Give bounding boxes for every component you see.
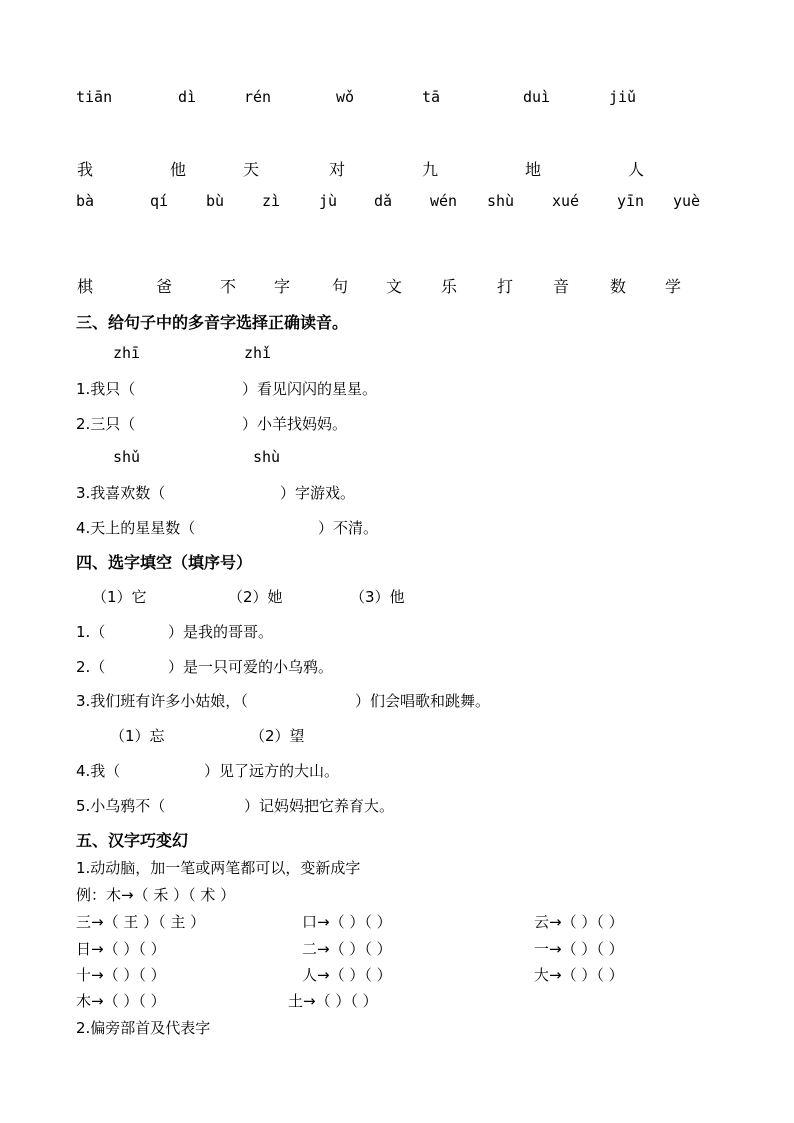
hanzi-item: 地 xyxy=(525,160,542,179)
pinyin-item: xué xyxy=(552,192,580,210)
sub-question-2: 2.偏旁部首及代表字 xyxy=(76,1019,211,1037)
choice-option: （2）她 xyxy=(228,588,283,606)
question-suffix: ）看见闪闪的星星。 xyxy=(242,380,378,398)
question-prefix: 4.我（ xyxy=(76,762,121,780)
hanzi-item: 爸 xyxy=(156,277,173,296)
hanzi-item: 他 xyxy=(170,160,187,179)
choice-option: （1）它 xyxy=(92,588,147,606)
hanzi-item: 文 xyxy=(386,277,403,296)
pinyin-item: zì xyxy=(262,192,281,210)
pinyin-wo: wǒ xyxy=(336,88,355,106)
question-prefix: 4.天上的星星数（ xyxy=(76,519,196,537)
choice-option: （2）望 xyxy=(250,727,305,745)
question-prefix: 5.小乌鸦不（ xyxy=(76,797,166,815)
question-prefix: 2.（ xyxy=(76,658,106,676)
question-suffix: ）是一只可爱的小乌鸦。 xyxy=(168,658,334,676)
section-3-title: 三、给句子中的多音字选择正确读音。 xyxy=(76,313,349,332)
question-suffix: ）不清。 xyxy=(318,519,379,537)
hanzi-item: 句 xyxy=(332,277,349,296)
hanzi-item: 棋 xyxy=(77,277,94,296)
question-prefix: 1.我只（ xyxy=(76,380,136,398)
pinyin-ta: tā xyxy=(422,88,441,106)
question-prefix: 3.我们班有许多小姑娘，（ xyxy=(76,692,248,710)
hanzi-item: 人 xyxy=(628,160,645,179)
question-suffix: ）见了远方的大山。 xyxy=(204,762,340,780)
hanzi-item: 学 xyxy=(665,277,682,296)
pinyin-tian: tiān xyxy=(76,88,113,106)
pinyin-item: wén xyxy=(430,192,458,210)
grid-cell: 木→（ ）（ ） xyxy=(76,992,166,1010)
hanzi-item: 对 xyxy=(329,160,346,179)
question-suffix: ）记妈妈把它养育大。 xyxy=(244,797,395,815)
question-suffix: ）是我的哥哥。 xyxy=(168,623,274,641)
question-suffix: ）们会唱歌和跳舞。 xyxy=(355,692,491,710)
pinyin-item: jù xyxy=(319,192,338,210)
grid-cell: 人→（ ）（ ） xyxy=(302,966,392,984)
example-line: 例：木→（ 禾 ）（ 术 ） xyxy=(76,886,236,904)
pinyin-item: bà xyxy=(76,192,95,210)
hanzi-item: 音 xyxy=(553,277,570,296)
question-prefix: 2.三只（ xyxy=(76,415,136,433)
sub-question-1: 1.动动脑，加一笔或两笔都可以，变新成字 xyxy=(76,859,361,877)
choice-option: （3）他 xyxy=(350,588,405,606)
hanzi-item: 乐 xyxy=(441,277,458,296)
pinyin-jiu: jiǔ xyxy=(609,88,637,106)
hanzi-item: 不 xyxy=(220,277,237,296)
question-prefix: 3.我喜欢数（ xyxy=(76,484,166,502)
grid-cell: 口→（ ）（ ） xyxy=(302,913,392,931)
hanzi-item: 字 xyxy=(274,277,291,296)
pinyin-item: yuè xyxy=(673,192,701,210)
pinyin-ren: rén xyxy=(244,88,272,106)
pinyin-item: bù xyxy=(206,192,225,210)
pinyin-item: yīn xyxy=(617,192,645,210)
hanzi-item: 九 xyxy=(422,160,439,179)
grid-cell: 土→（ ）（ ） xyxy=(288,992,378,1010)
grid-cell: 三→（ 王 ）（ 主 ） xyxy=(76,913,206,931)
pinyin-option: shǔ xyxy=(113,448,141,466)
pinyin-option: shù xyxy=(253,448,281,466)
hanzi-item: 天 xyxy=(243,160,260,179)
pinyin-option: zhǐ xyxy=(244,344,272,362)
pinyin-item: qí xyxy=(150,192,169,210)
choice-option: （1）忘 xyxy=(110,727,165,745)
hanzi-item: 打 xyxy=(497,277,514,296)
grid-cell: 十→（ ）（ ） xyxy=(76,966,166,984)
hanzi-item: 我 xyxy=(77,160,94,179)
question-suffix: ）字游戏。 xyxy=(280,484,356,502)
question-prefix: 1.（ xyxy=(76,623,106,641)
grid-cell: 云→（ ）（ ） xyxy=(534,913,624,931)
section-4-title: 四、选字填空（填序号） xyxy=(76,553,253,572)
hanzi-item: 数 xyxy=(610,277,627,296)
pinyin-option: zhī xyxy=(113,344,141,362)
pinyin-di: dì xyxy=(178,88,197,106)
pinyin-item: dǎ xyxy=(374,192,393,210)
question-suffix: ）小羊找妈妈。 xyxy=(242,415,348,433)
section-5-title: 五、汉字巧变幻 xyxy=(76,831,189,850)
grid-cell: 大→（ ）（ ） xyxy=(534,966,624,984)
grid-cell: 一→（ ）（ ） xyxy=(534,940,624,958)
pinyin-item: shù xyxy=(487,192,515,210)
pinyin-dui: duì xyxy=(523,88,551,106)
grid-cell: 二→（ ）（ ） xyxy=(302,940,392,958)
grid-cell: 日→（ ）（ ） xyxy=(76,940,166,958)
